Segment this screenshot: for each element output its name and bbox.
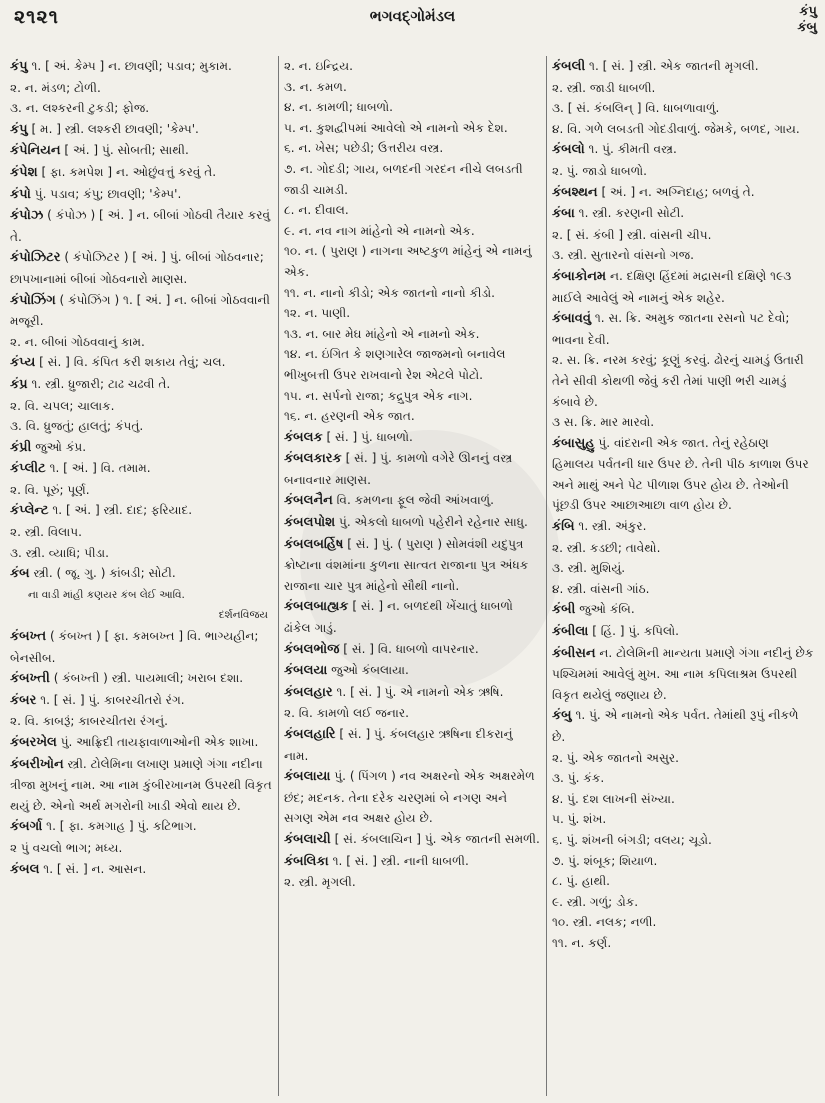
dictionary-entry <box>10 626 272 668</box>
entry-definition: ૧. પું. એ નામનો એક પર્વત. તેમાંથી રૂપું નીકળે છે. <box>552 708 799 744</box>
dictionary-entry <box>284 221 540 242</box>
entry-headword: કંબિ <box>552 519 575 535</box>
entry-definition: ૧. [ સં. ] પું. એ નામનો એક ઋષિ. <box>332 684 504 699</box>
entry-definition: ૨. ન. બીબાં ગોઠવવાનું કામ. <box>10 334 145 349</box>
page-header <box>0 0 825 52</box>
entry-definition: ૩. [ સં. કંબલિન્ ] વિ. ધાબળાવાળું. <box>552 101 720 116</box>
dictionary-entry <box>10 140 272 162</box>
entry-definition: ૧. [ અં. કેમ્પ ] ન. છાવણી; પડાવ; મુકામ. <box>27 59 232 73</box>
entry-definition: ૧. [ સં. ] પું. કાબરચીતરો રંગ. <box>36 692 185 707</box>
entry-definition: ૪. પું. દશ લાખની સંખ્યા. <box>552 791 675 806</box>
entry-definition: સ્ત્રી. ( જૂ. ગુ. ) કાંબડી; સોટી. <box>29 566 176 581</box>
entry-definition: [ સં. ] પું. કામળો વગેરે ઊનનું વસ્ત્ર બનાવનાર માણસ. <box>284 451 513 487</box>
entry-definition: [ અં. ] ન. અગ્નિદાહ; બળવું તે. <box>597 184 755 199</box>
entry-definition: ૮. પું. હાથી. <box>552 874 611 889</box>
dictionary-entry <box>552 892 814 913</box>
dictionary-entry <box>284 724 540 766</box>
dictionary-entry <box>10 374 272 396</box>
entry-definition: ૭. ન. ગોદડી; ગાય, બળદની ગરદન નીચે લબડતી જાડી ચામડી. <box>284 161 523 197</box>
entry-definition: ૨. પું. એક જાતનો અસુર. <box>552 750 679 765</box>
dictionary-entry <box>284 406 540 427</box>
entry-definition: ૯. ન. નવ નાગ માંહેનો એ નામનો એક. <box>284 223 475 238</box>
entry-definition: ૧. સ્ત્રી. અંકુર. <box>574 519 647 534</box>
entry-headword: કંપ્ર <box>10 376 28 392</box>
entry-headword: કંબરખેલ <box>10 735 57 750</box>
entry-headword: કંબખ્તી <box>10 671 50 687</box>
dictionary-entry <box>10 247 272 289</box>
entry-headword: કંપોઝિટર <box>10 250 61 266</box>
entry-definition: ૫. પું. શંખ. <box>552 812 607 827</box>
entry-headword: કંબા <box>552 206 575 222</box>
dictionary-entry <box>10 480 272 501</box>
dictionary-entry <box>552 203 814 225</box>
entry-definition: ( કંપોઝિંગ ) ૧. [ અં. ] ન. બીબાં ગોઠવવાની મજૂરી. <box>10 292 270 329</box>
entry-definition: ( કંબખ્ત ) [ ફા. કમબખ્ત ] વિ. ભાગ્યહીન; બેનસીબ. <box>10 629 259 665</box>
entry-definition: [ મ. ] સ્ત્રી. લશ્કરી છાવણી; 'કેમ્પ'. <box>27 121 199 136</box>
dictionary-entry <box>284 283 540 304</box>
entry-definition: ૧. સ્ત્રી. કરણની સોટી. <box>574 206 685 221</box>
entry-headword: કંબલભોજ <box>284 641 340 657</box>
entry-definition: ૫. ન. કુશદ્વીપમાં આવેલો એ નામનો એક દેશ. <box>284 120 508 135</box>
dictionary-entry <box>10 352 272 374</box>
dictionary-entry <box>10 754 272 817</box>
dictionary-entry <box>552 182 814 204</box>
entry-headword: કંપ્લેન્ટ <box>10 503 49 519</box>
dictionary-entry <box>552 350 814 412</box>
entry-definition: ૧. [ અં. ] સ્ત્રી. દાદ; ફરિયાદ. <box>48 503 193 518</box>
entry-definition: [ સં. ] વિ. કંપિત કરી શકાય તેવું; ચલ. <box>35 355 226 370</box>
entry-definition: [ સં. ] પું. કંબલહાર ઋષિના દીકરાનું નામ. <box>284 727 513 763</box>
dictionary-entry <box>284 159 540 200</box>
entry-definition: ૧. સ. ક્રિ. અમુક જાતના રસનો પટ દેવો; ભાવના દેવી. <box>552 311 790 347</box>
entry-definition: ૨. સ્ત્રી. કડછી; તાવેથો. <box>552 540 661 555</box>
dictionary-entry <box>284 56 540 77</box>
entry-definition: ૬. પું. શંખની બંગડી; વલય; ચૂડો. <box>552 832 712 847</box>
entry-definition: ૩ સ. ક્રિ. માર મારવો. <box>552 415 655 430</box>
entry-definition: ૩. સ્ત્રી. સુતારનો વાંસનો ગજ. <box>552 248 694 263</box>
entry-definition: [ સં. કંબલાચિન ] પું. એક જાતની સમળી. <box>330 831 540 846</box>
dictionary-entry <box>284 490 540 512</box>
entry-definition: સ્ત્રી. ટોલેમિના લખાણ પ્રમાણે ગંગા નદીના ત્રીજા મુખનું નામ. આ નામ કુંબીરખાનમ ઉપરથી વિકૃત થયું છે. એનો અર્થ મગરોની ખાડી એવો થાય છે. <box>10 756 272 813</box>
dictionary-entry <box>284 324 540 345</box>
dictionary-entry <box>552 225 814 246</box>
entry-headword: કંબલિકા <box>284 853 329 869</box>
entry-definition: ૨. સ્ત્રી. વિલાપ. <box>10 525 82 540</box>
dictionary-entry <box>552 56 814 78</box>
entry-headword: કંબર <box>10 692 37 708</box>
entry-definition: ૧૪. ન. ઇંગિત કે શણગારેલ જાજમનો બનાવેલ ભીખુબત્તી ઉપર રાખવાનો રેશ એટલે પોટો. <box>284 347 506 382</box>
entry-definition: ૨. સ્ત્રી. જાડી ધાબળી. <box>552 80 656 95</box>
dictionary-entry <box>10 290 272 332</box>
entry-headword: કંબલહાર <box>284 684 333 700</box>
entry-headword: કંબલાયા <box>284 769 331 785</box>
entry-headword: કંબલનૈન <box>284 493 333 509</box>
entry-headword: કંબીસન <box>552 645 596 661</box>
entry-definition: ૧૬. ન. હરણની એક જાત. <box>284 409 415 424</box>
dictionary-entry <box>10 668 272 690</box>
entry-definition: ૧. [ સં. ] સ્ત્રી. એક જાતની મૃગલી. <box>585 59 759 73</box>
dictionary-entry <box>552 412 814 433</box>
entry-headword: કંબલાચી <box>284 831 331 847</box>
dictionary-entry <box>10 732 272 754</box>
entry-definition: ( કંબખ્તી ) સ્ત્રી. પાયમાલી; ખરાબ દશા. <box>49 671 244 686</box>
entry-headword: કંબલક <box>284 429 323 445</box>
entry-headword: કંપેશ <box>10 164 38 180</box>
entry-definition: ૨. સ્ત્રી. મૃગલી. <box>284 875 356 890</box>
dictionary-entry <box>552 851 814 872</box>
dictionary-entry <box>552 98 814 119</box>
entry-definition: ના વાડી માંહી કણયર કંબ લેઈ આવિ. <box>28 588 185 601</box>
entry-definition: પું. આફ્રિદી તાયફાવાળાઓની એક શાખા. <box>56 735 259 749</box>
dictionary-entry <box>552 558 814 579</box>
entry-definition: પું. પડાવ; કંપુ; છાવણી; 'કેમ્પ'. <box>30 186 182 201</box>
entry-definition: ૨. [ સં. કંબી ] સ્ત્રી. વાંસની ચીપ. <box>552 227 712 242</box>
dictionary-entry <box>284 682 540 704</box>
entry-definition: ૪. સ્ત્રી. વાંસની ગાંઠ. <box>552 581 650 596</box>
entry-headword: કંપુ <box>10 59 28 74</box>
entry-definition: ૭. પું. શંબૂક; શિયાળ. <box>552 853 658 868</box>
entry-definition: ૧. પું. કીમતી વસ્ત્ર. <box>584 142 677 157</box>
dictionary-entry <box>10 543 272 564</box>
dictionary-entry <box>552 748 814 769</box>
dictionary-entry <box>284 97 540 118</box>
entry-definition: ૪. વિ. ગળે લબડતી ગોદડીવાળું. જેમકે, બળદ, ગાય. <box>552 121 800 136</box>
dictionary-entry <box>10 711 272 732</box>
dictionary-entry <box>10 816 272 838</box>
entry-headword: કંબલબાહ્યક <box>284 599 349 615</box>
dictionary-entry <box>552 308 814 350</box>
column-divider <box>546 56 547 1096</box>
entry-definition: [ સં. ] વિ. ધાબળો વાપરનાર. <box>339 641 479 656</box>
dictionary-entry <box>10 458 272 480</box>
dictionary-entry <box>10 78 272 99</box>
entry-definition: પું. વાંદરાની એક જાત. તેનું રહેઠાણ હિમાલય પર્વતની ધાર ઉપર છે. તેની પીઠ કાળાશ ઉપર અને માથું અને પેટ પીળાશ ઉપર હોય છે. તેઓની પૂંછડી ઉપર આછાઆછા વાળ હોય છે. <box>552 435 809 513</box>
entry-definition: [ અં. ] પું. સોબતી; સાથી. <box>60 143 189 158</box>
entry-definition: [ ફા. કમપેશ ] ન. ઓછુંવત્તું કરવું તે. <box>37 164 217 179</box>
dictionary-entry <box>284 448 540 490</box>
entry-headword: કંપો <box>10 186 31 202</box>
dictionary-entry <box>10 98 272 119</box>
entry-headword: કંબલી <box>552 59 586 74</box>
entry-definition: ન. ટોલેમિની માન્યતા પ્રમાણે ગંગા નદીનું છેક પશ્ચિમમાં આવેલું મુખ. આ નામ કપિલાશ્રમ ઉપરથી વિકૃત થયેલું જણાય છે. <box>552 645 814 702</box>
entry-definition: ૯. સ્ત્રી. ગળું; ડોક. <box>552 894 639 909</box>
page-number: ૨૧૨૧ <box>14 6 59 28</box>
entry-definition: ૧૧. ન. કર્ણ. <box>552 935 612 950</box>
dictionary-entry <box>552 789 814 810</box>
dictionary-entry <box>552 705 814 747</box>
dictionary-entry <box>552 433 814 516</box>
dictionary-entry <box>552 871 814 892</box>
entry-definition: ૧. [ સં. ] ન. આસન. <box>39 861 147 876</box>
dictionary-entry <box>552 768 814 789</box>
entry-definition: [ સં. ] પું. ( પુરાણ ) સોમવંશી યદુપુત્ર ક્રોષ્ટાના વંશમાંના કુળના સાત્વત રાજાના પુત્ર અંધક રાજાના ચાર પુત્ર માંહેનો સૌથી નાનો. <box>284 536 529 593</box>
entry-definition: ૨. વિ. કાબરૂં; કાબરચીતરા રંગનું. <box>10 714 168 729</box>
entry-definition: ૨. વિ. ચપલ; ચાલાક. <box>10 398 115 413</box>
entry-definition: ૧૫. ન. સર્પનો રાજા; કદ્રુપુત્ર એક નાગ. <box>284 388 473 403</box>
entry-headword: કંબર્ગા <box>10 819 43 835</box>
entry-headword: કંબલ <box>10 861 40 877</box>
dictionary-entry <box>284 766 540 829</box>
entry-headword: કંબલહારિ <box>284 727 336 742</box>
entry-definition: જુઓ કંપ્ર. <box>31 439 87 454</box>
entry-definition: દર્શનવિજય <box>218 609 268 622</box>
entry-headword: કંપ્રી <box>10 439 32 455</box>
guide-word-bottom: કંબુ <box>797 20 817 35</box>
entry-definition: ૧૩. ન. બાર મેઘ માંહેનો એ નામનો એક. <box>284 326 480 341</box>
entry-definition: ( કંપોઝિટર ) [ અં. ] પું. બીબાં ગોઠવનાર; છાપખાનામાં બીબાં ગોઠવનારો માણસ. <box>10 250 264 286</box>
entry-headword: કંપેનિયન <box>10 143 61 159</box>
dictionary-entry <box>10 56 272 78</box>
dictionary-entry <box>552 809 814 830</box>
entry-headword: કંપોઝિંગ <box>10 292 56 308</box>
dictionary-entry <box>284 660 540 682</box>
guide-word-top: કંપુ <box>799 4 817 19</box>
dictionary-entry <box>552 933 814 954</box>
entry-headword: કંબખ્ત <box>10 629 47 645</box>
dictionary-entry <box>552 516 814 538</box>
entry-definition: પું. એકલો ધાબળો પહેરીને રહેનાર સાધુ. <box>335 515 528 530</box>
dictionary-entry <box>284 138 540 159</box>
dictionary-entry <box>284 118 540 139</box>
dictionary-entry <box>552 621 814 643</box>
entry-definition: ૧. [ અં. ] વિ. તમામ. <box>45 461 151 476</box>
dictionary-entry <box>284 241 540 282</box>
dictionary-entry <box>10 332 272 353</box>
entry-definition: [ સં. ] પું. ધાબળો. <box>322 429 413 444</box>
entry-headword: કંબલયા <box>284 663 328 679</box>
dictionary-entry <box>284 872 540 893</box>
dictionary-entry <box>552 643 814 706</box>
dictionary-column-3 <box>552 56 814 1096</box>
entry-headword: કંબશ્થન <box>552 184 598 200</box>
entry-definition: ૩. સ્ત્રી. વ્યાધિ; પીડા. <box>10 545 109 560</box>
entry-headword: કંબીલા <box>552 624 589 640</box>
dictionary-entry <box>284 344 540 385</box>
dictionary-entry <box>10 859 272 881</box>
dictionary-entry <box>10 500 272 522</box>
running-title: ભગવદ્ગોમંડલ <box>369 7 456 25</box>
dictionary-entry <box>10 437 272 459</box>
entry-definition: ૩. વિ. ધ્રુજતું; હાલતું; કંપતું. <box>10 419 144 434</box>
entry-definition: ૧૨. ન. પાણી. <box>284 306 351 321</box>
dictionary-entry <box>284 534 540 597</box>
entry-definition: જુઓ કંબિ. <box>575 602 635 617</box>
dictionary-entry <box>10 162 272 184</box>
entry-definition: ૨. સ. ક્રિ. નરમ કરવું; કૂણું કરવું. ઢોરનું ચામડું ઉતારી તેને સીવી કોથળી જેવું કરી તેમાં પાણી ભરી ચામડું કંબાવે છે. <box>552 353 804 409</box>
dictionary-entry <box>10 563 272 585</box>
entry-headword: કંબલબર્હિષ <box>284 536 344 552</box>
entry-definition: ૨. વિ. પૂરું; પૂર્ણ. <box>10 482 90 497</box>
dictionary-entry <box>284 851 540 873</box>
entry-headword: કંપ્ય <box>10 355 36 371</box>
entry-definition: ૩. સ્ત્રી. મુશિયું. <box>552 561 626 576</box>
dictionary-entry <box>284 77 540 98</box>
dictionary-entry <box>552 912 814 933</box>
entry-headword: કંબલો <box>552 142 585 158</box>
dictionary-entry <box>10 184 272 206</box>
entry-headword: કંપુ <box>10 121 28 137</box>
entry-definition: ૨. ન. ઇન્દ્રિય. <box>284 59 353 73</box>
dictionary-entry <box>10 396 272 417</box>
dictionary-entry <box>552 161 814 182</box>
entry-definition: ૧. [ ફા. કમગાહ ] પું. કટિભાગ. <box>42 819 197 834</box>
dictionary-entry <box>552 579 814 600</box>
entry-definition: ૧. [ સં. ] સ્ત્રી. નાની ધાબળી. <box>328 853 469 868</box>
entry-definition: ૨. ન. મંડળ; ટોળી. <box>10 80 101 95</box>
entry-headword: કંબલપોશ <box>284 515 336 531</box>
dictionary-entry <box>552 599 814 621</box>
dictionary-entry <box>552 139 814 161</box>
dictionary-column-1 <box>10 56 272 1096</box>
entry-definition: ( કંપોઝ ) [ અં. ] ન. બીબાં ગોઠવી તૈયાર કરવું તે. <box>10 208 271 244</box>
entry-headword: કંબાવવું <box>552 311 592 327</box>
dictionary-entry <box>284 386 540 407</box>
entry-headword: કંબાકોનમ <box>552 268 607 284</box>
entry-definition: ૨. પું. જાડો ધાબળો. <box>552 163 648 178</box>
column-divider <box>278 56 279 1096</box>
entry-headword: કંબી <box>552 602 576 618</box>
entry-headword: કંબુ <box>552 708 572 724</box>
entry-headword: કંપોઝ <box>10 208 44 224</box>
dictionary-column-2 <box>284 56 540 1096</box>
dictionary-entry <box>284 512 540 534</box>
entry-headword: કંબ <box>10 566 30 582</box>
entry-definition: ૩. ન. કમળ. <box>284 79 347 94</box>
entry-headword: કંબલકારક <box>284 451 342 467</box>
dictionary-entry <box>10 522 272 543</box>
guide-words <box>797 4 817 36</box>
entry-definition: ૮. ન. દીવાલ. <box>284 203 349 218</box>
entry-definition: [ હિં. ] પું. કપિલો. <box>588 624 680 639</box>
entry-headword: કંબાસુહુ <box>552 435 595 451</box>
dictionary-entry <box>284 596 540 638</box>
dictionary-entry <box>10 119 272 141</box>
entry-headword: કંપ્લીટ <box>10 461 46 477</box>
entry-definition: પું. ( પિંગળ ) નવ અક્ષરનો એક અક્ષરમેળ છંદ; મદનક. તેના દરેક ચરણમાં બે નગણ અને સગણ એમ નવ અક્ષર હોય છે. <box>284 769 535 826</box>
dictionary-entry <box>552 119 814 140</box>
dictionary-entry <box>284 703 540 724</box>
entry-definition: ૨. વિ. કામળો લઈ જનાર. <box>284 706 409 721</box>
entry-definition: ૧. સ્ત્રી. ધ્રુજારી; ટાઢ ચઢવી તે. <box>27 376 171 391</box>
entry-definition: ૬. ન. ખેસ; પછેડી; ઉત્તરીય વસ્ત્ર. <box>284 141 444 156</box>
dictionary-entry <box>284 200 540 221</box>
entry-definition: જુઓ કંબલાયા. <box>327 663 409 678</box>
dictionary-entry <box>10 605 272 626</box>
dictionary-entry <box>552 78 814 99</box>
dictionary-entry <box>284 829 540 851</box>
dictionary-entry <box>10 205 272 247</box>
entry-definition: ૩. ન. લશ્કરની ટુકડી; ફોજ. <box>10 101 150 116</box>
dictionary-entry <box>284 639 540 661</box>
entry-definition: ન. દક્ષિણ હિંદમાં મદ્રાસની દક્ષિણે ૧૯૩ માઈલે આવેલું એ નામનું એક શહેર. <box>552 268 792 305</box>
entry-definition: વિ. કમળના ફૂલ જેવી આંખવાળું. <box>332 493 494 508</box>
entry-definition: ૧૧. ન. નાનો કીડો; એક જાતનો નાનો કીડો. <box>284 285 496 300</box>
dictionary-entry <box>552 538 814 559</box>
dictionary-entry <box>10 838 272 859</box>
entry-definition: ૪. ન. કામળી; ધાબળો. <box>284 100 393 115</box>
dictionary-entry <box>10 416 272 437</box>
dictionary-entry <box>10 585 272 606</box>
entry-definition: [ સં. ] ન. બળદથી ખેંચાતું ધાબળો ઢાંકેલ ગાડું. <box>284 599 513 636</box>
entry-definition: ૨ પું વચલો ભાગ; મધ્ય. <box>10 840 123 855</box>
entry-definition: ૧૦. ન. ( પુરાણ ) નાગના અષ્ટકુળ માંહેનું એ નામનું એક. <box>284 244 532 279</box>
dictionary-entry <box>284 427 540 449</box>
entry-definition: ૩. પું. કંક. <box>552 771 605 786</box>
entry-definition: ૧૦. સ્ત્રી. નલક; નળી. <box>552 915 657 930</box>
dictionary-entry <box>552 830 814 851</box>
dictionary-entry <box>10 690 272 712</box>
dictionary-entry <box>552 245 814 266</box>
entry-headword: કંબરીખોન <box>10 756 64 772</box>
dictionary-entry <box>284 303 540 324</box>
dictionary-entry <box>552 266 814 308</box>
